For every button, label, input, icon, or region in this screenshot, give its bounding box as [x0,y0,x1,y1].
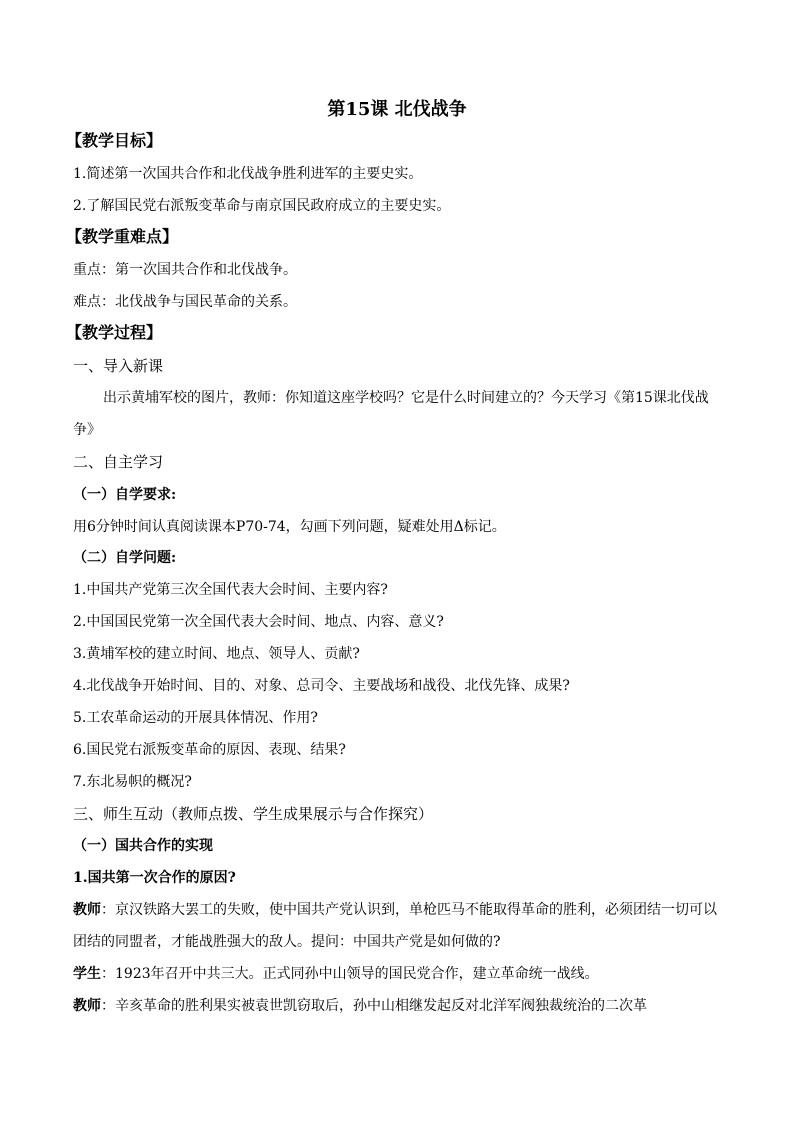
cooperation-heading: （一）国共合作的实现 [73,838,213,854]
goal-item-2: 2.了解国民党右派叛变革命与南京国民政府成立的主要史实。 [73,198,451,214]
teacher-statement-1 [73,894,729,958]
question-item: 5.工农革命运动的开展具体情况、作用? [73,710,318,726]
student-label: 学生 [73,966,101,982]
difficult-point: 难点：北伐战争与国民革命的关系。 [73,294,297,310]
question-item: 2.中国国民党第一次全国代表大会时间、地点、内容、意义? [73,614,444,630]
teacher-label: 教师 [73,902,101,918]
part3-heading: 三、师生互动（教师点拨、学生成果展示与合作探究） [73,805,434,823]
part1-heading: 一、导入新课 [73,357,164,375]
teacher-statement-2 [73,996,647,1016]
question-item: 7.东北易帜的概况? [73,774,192,790]
teacher-text: ：辛亥革命的胜利果实被袁世凯窃取后，孙中山相继发起反对北洋军阀独裁统治的二次革 [101,998,647,1014]
question-item: 1.中国共产党第三次全国代表大会时间、主要内容? [73,582,388,598]
process-header: 【教学过程】 [66,323,163,342]
student-statement-1 [73,964,599,984]
question-item: 6.国民党右派叛变革命的原因、表现、结果? [73,742,346,758]
teacher-label: 教师 [73,998,101,1014]
key-point: 重点：第一次国共合作和北伐战争。 [73,262,297,278]
question-item: 3.黄埔军校的建立时间、地点、领导人、贡献? [73,646,360,662]
teacher-text: ：京汉铁路大罢工的失败，使中国共产党认识到，单枪匹马不能取得革命的胜利，必须团结一切可以团结的同盟者，才能战胜强大的敌人。提问：中国共产党是如何做的? [73,902,717,950]
key-points-header: 【教学重难点】 [66,227,179,246]
self-study-questions-heading: （二）自学问题: [73,550,177,566]
cooperation-question: 1.国共第一次合作的原因? [73,870,236,886]
intro-paragraph: 出示黄埔军校的图片，教师：你知道这座学校吗？它是什么时间建立的？今天学习《第15课北伐战争》 [73,390,709,438]
self-study-requirement: 用6分钟时间认真阅读课本P70-74，勾画下列问题，疑难处用Δ标记。 [73,519,506,535]
goal-item-1: 1.简述第一次国共合作和北伐战争胜利进军的主要史实。 [73,166,423,182]
self-study-requirement-heading: （一）自学要求: [73,487,177,503]
goals-header: 【教学目标】 [66,131,163,150]
question-item: 4.北伐战争开始时间、目的、对象、总司令、主要战场和战役、北伐先锋、成果? [73,678,570,694]
part2-heading: 二、自主学习 [73,453,164,471]
page-title: 第15课 北伐战争 [327,99,467,120]
student-text: ：1923年召开中共三大。正式同孙中山领导的国民党合作，建立革命统一战线。 [101,966,599,982]
